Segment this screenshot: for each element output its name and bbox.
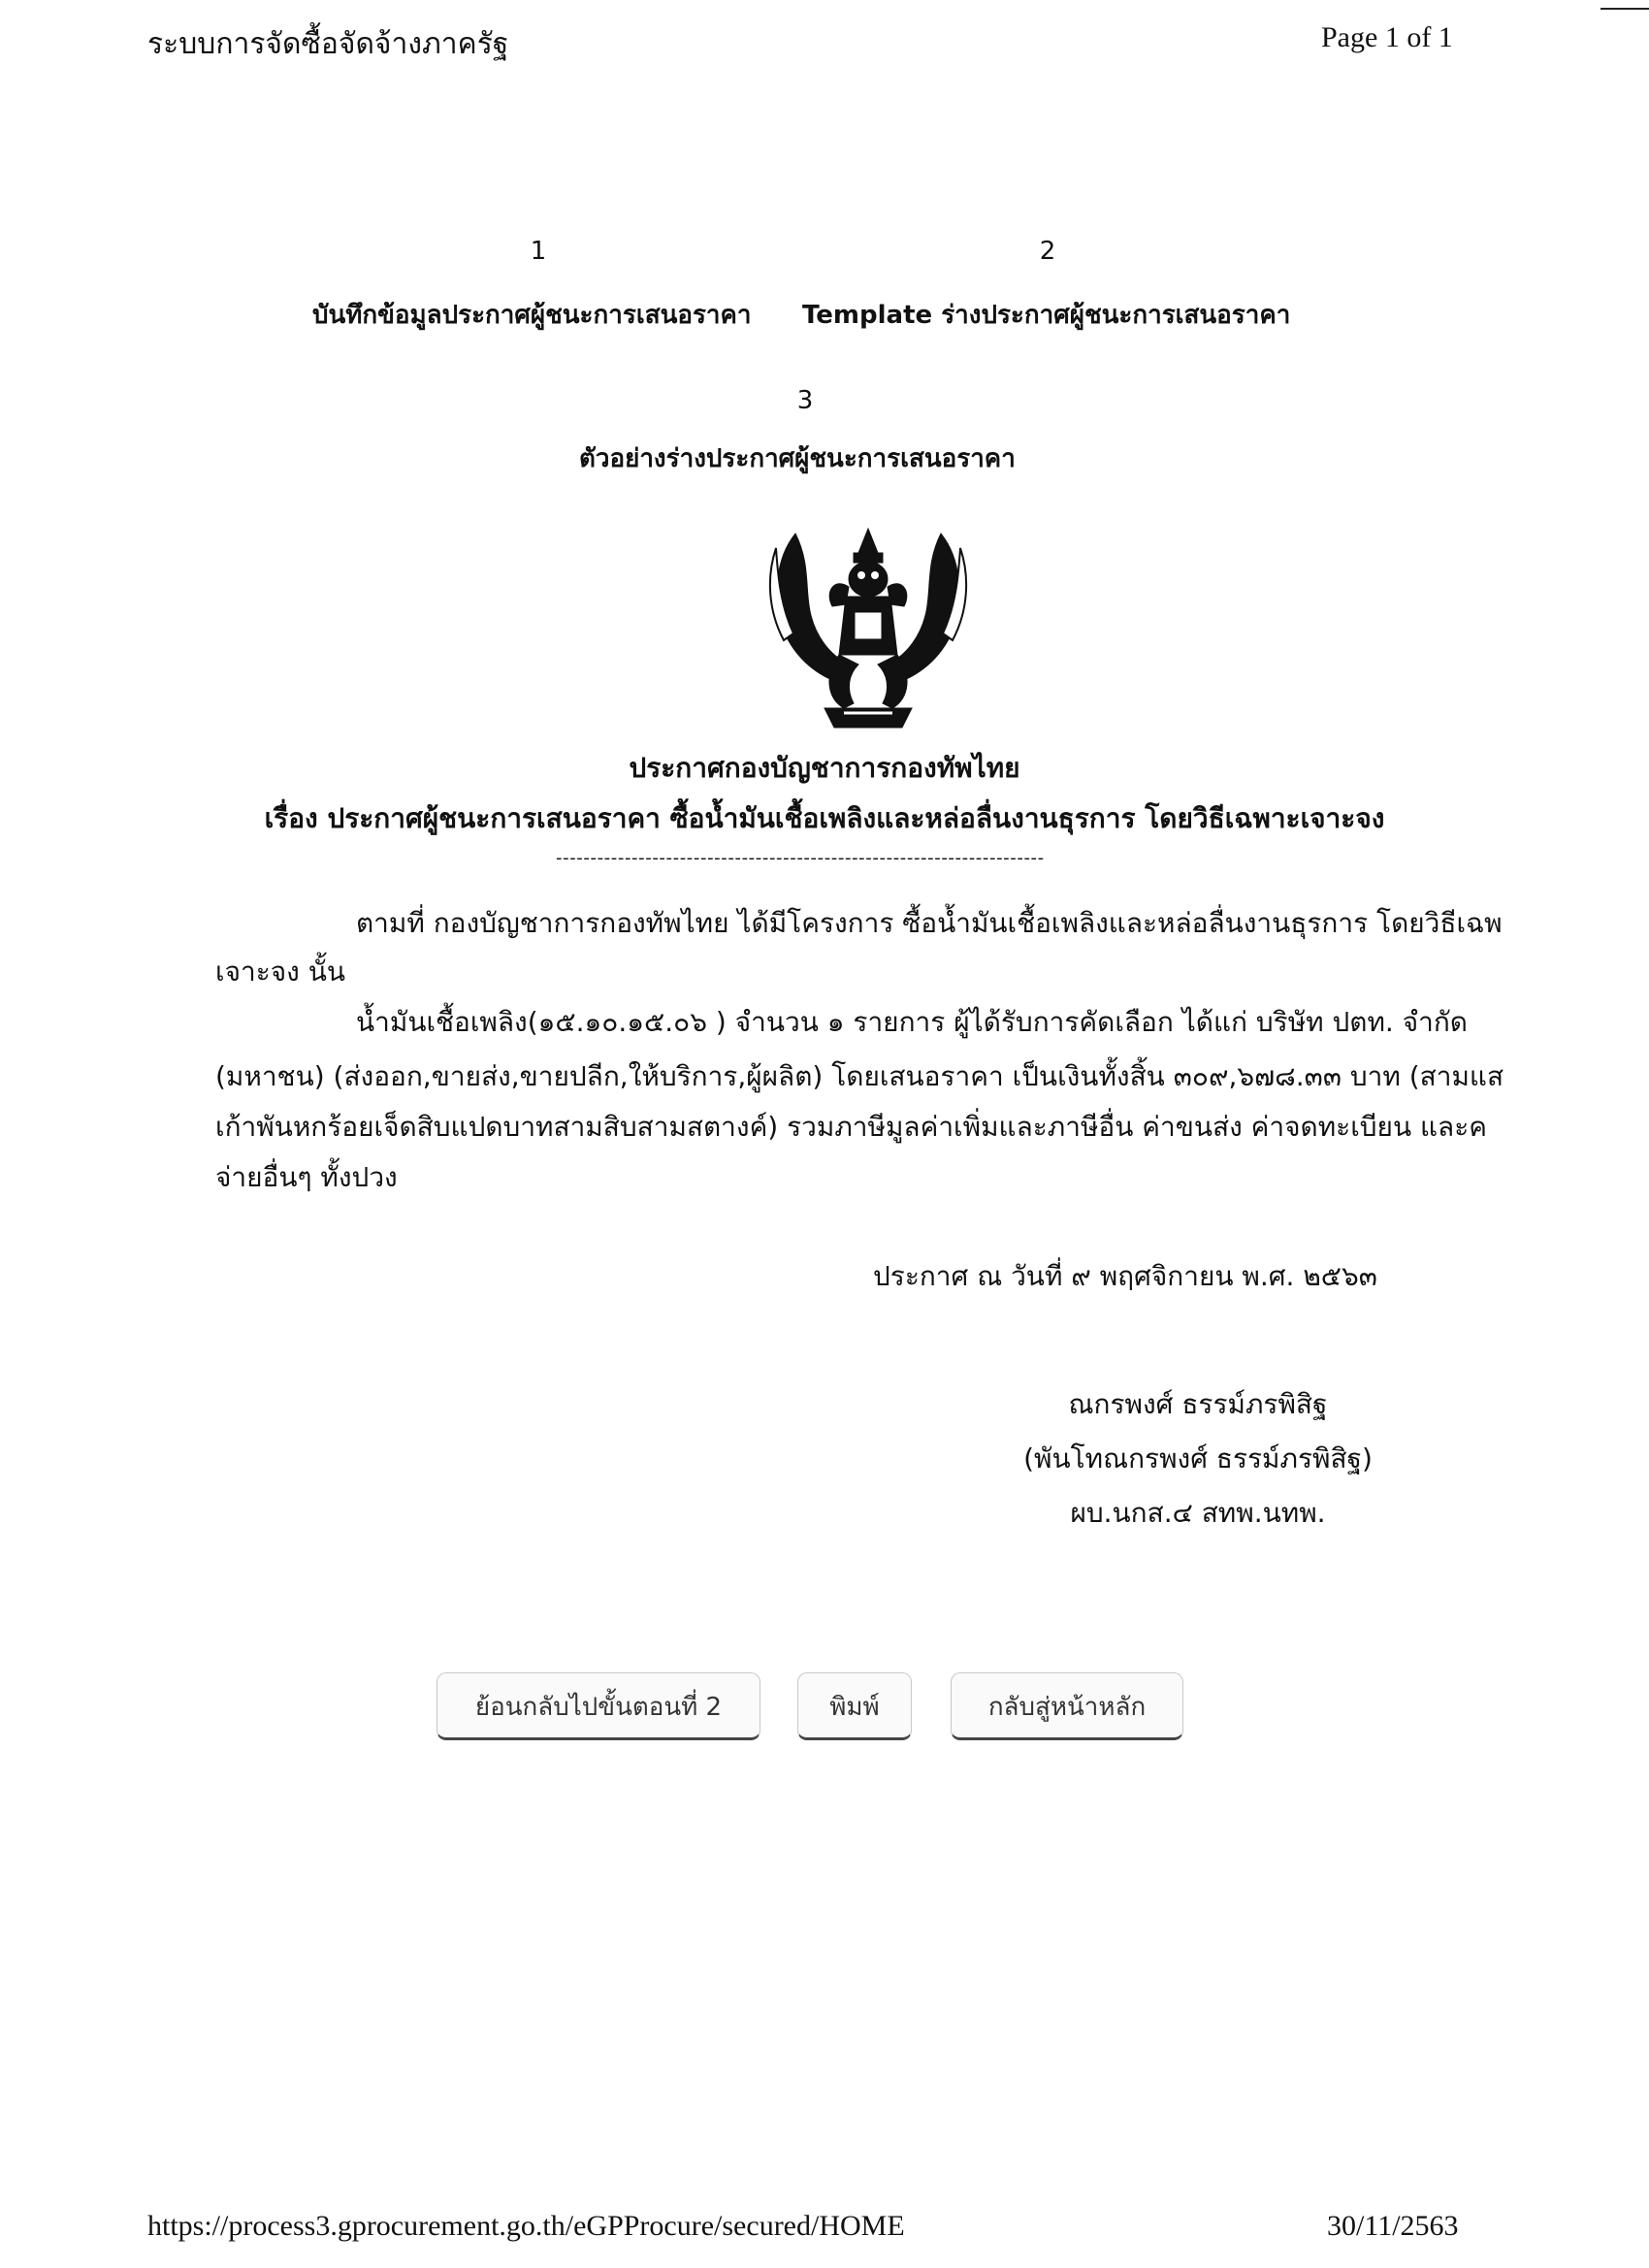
print-button[interactable]: พิมพ์ <box>797 1672 912 1740</box>
announcement-subject: เรื่อง ประกาศผู้ชนะการเสนอราคา ซื้อน้ำมันเชื้อเพลิงและหล่อลื่นงานธุรการ โดยวิธีเฉพาะเจาะจง <box>264 802 1385 834</box>
step-3-label[interactable]: ตัวอย่างร่างประกาศผู้ชนะการเสนอราคา <box>579 444 1016 473</box>
signature-block <box>989 1377 1406 1540</box>
step-1-label[interactable]: บันทึกข้อมูลประกาศผู้ชนะการเสนอราคา <box>312 301 752 330</box>
paragraph-1-line-1: ตามที่ กองบัญชาการกองทัพไทย ได้มีโครงการ ซื้อน้ำมันเชื้อเพลิงและหล่อลื่นงานธุรการ โดยวิธีเฉพ <box>356 907 1503 939</box>
signer-name: ณกรพงศ์ ธรรม์ภรพิสิฐ <box>1068 1388 1328 1420</box>
home-button[interactable]: กลับสู่หน้าหลัก <box>951 1672 1183 1740</box>
step-3-number: 3 <box>796 386 814 415</box>
announcement-date: ประกาศ ณ วันที่ ๙ พฤศจิกายน พ.ศ. ๒๕๖๓ <box>873 1260 1377 1292</box>
signer-full-name: (พันโทณกรพงศ์ ธรรม์ภรพิสิฐ) <box>1023 1442 1373 1474</box>
footer-url: https://process3.gprocurement.go.th/eGPProcure/secured/HOME <box>147 2210 905 2242</box>
paragraph-2-line-3: เก้าพันหกร้อยเจ็ดสิบแปดบาทสามสิบสามสตางค์) รวมภาษีมูลค่าเพิ่มและภาษีอื่น ค่าขนส่ง ค่าจดทะเบียน และค <box>215 1111 1487 1143</box>
step-2-label[interactable]: Template ร่างประกาศผู้ชนะการเสนอราคา <box>802 301 1291 330</box>
paragraph-1-line-2: เจาะจง นั้น <box>215 956 345 988</box>
footer-date: 30/11/2563 <box>1327 2210 1459 2242</box>
announcement-issuer: ประกาศกองบัญชาการกองทัพไทย <box>629 752 1020 784</box>
back-to-step-2-button[interactable]: ย้อนกลับไปขั้นตอนที่ 2 <box>436 1672 760 1740</box>
paragraph-2-line-1: น้ำมันเชื้อเพลิง(๑๕.๑๐.๑๕.๐๖ ) จำนวน ๑ รายการ ผู้ได้รับการคัดเลือก ได้แก่ บริษัท ปตท. จำกัด <box>356 1006 1468 1038</box>
step-2-number: 2 <box>1039 237 1056 266</box>
scan-edge-line <box>1600 8 1649 10</box>
title-divider: ----------------------------------------------------------------------- <box>556 848 1045 868</box>
page-indicator: Page 1 of 1 <box>1321 21 1453 53</box>
garuda-emblem-icon <box>757 519 980 732</box>
signer-position: ผบ.นกส.๔ สทพ.นทพ. <box>1070 1497 1326 1529</box>
site-name: ระบบการจัดซื้อจัดจ้างภาครัฐ <box>147 28 509 60</box>
paragraph-2-line-2: (มหาชน) (ส่งออก,ขายส่ง,ขายปลีก,ให้บริการ,ผู้ผลิต) โดยเสนอราคา เป็นเงินทั้งสิ้น ๓๐๙,๖๗๘.๓๓ บาท (สามแส <box>215 1060 1504 1092</box>
step-1-number: 1 <box>530 237 547 266</box>
paragraph-2-line-4: จ่ายอื่นๆ ทั้งปวง <box>215 1161 398 1193</box>
